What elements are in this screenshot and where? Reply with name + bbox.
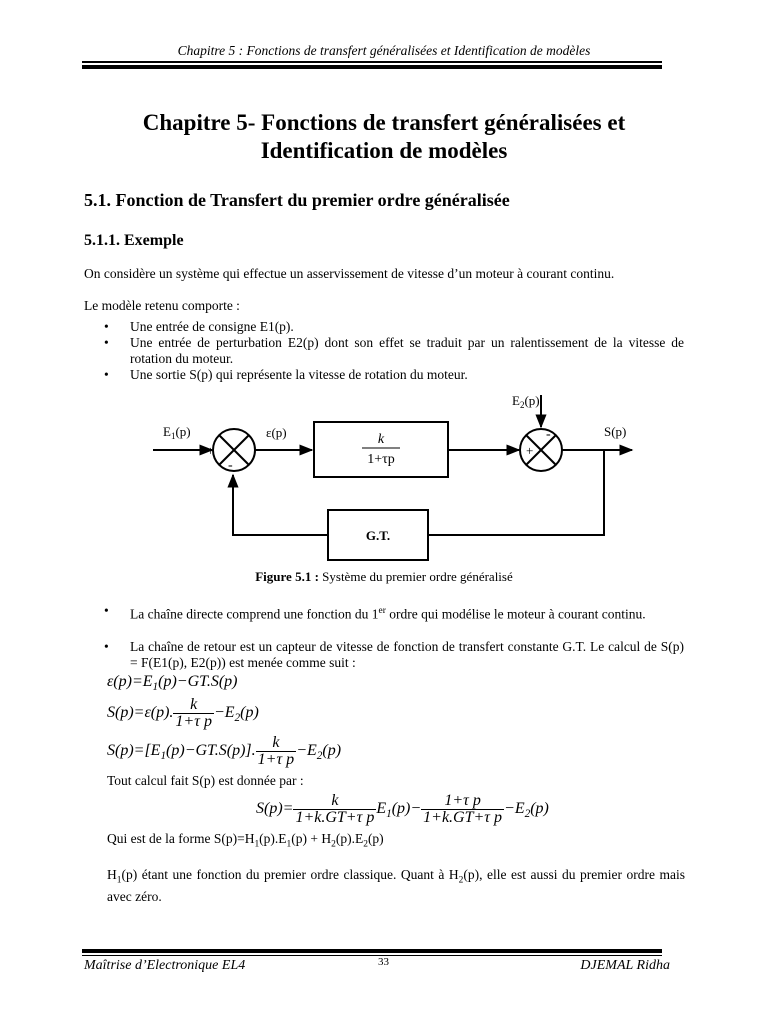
section-heading: 5.1. Fonction de Transfert du premier ordre généralisée <box>84 190 510 210</box>
bullet-dot: • <box>104 335 109 350</box>
bullet-item: La chaîne de retour est un capteur de vitesse de fonction de transfert constante G.T. Le calcul de S(p) = F(E1(p), E2(p)) est menée comme suit : <box>130 639 684 670</box>
feedback-line-out <box>428 450 604 535</box>
fraction <box>173 697 214 730</box>
footer-right: DJEMAL Ridha <box>580 958 670 973</box>
fraction-denominator: 1+k.GT+τ p <box>295 809 375 826</box>
header-rule-thin <box>82 61 662 63</box>
equation-final: S(p)= $\frac{k}{\text{1+k.GT+τ p}}$ $E_1(p)-$ $\frac{\text{1+τ p}}{\text{1+k.GT+τ p}}$ $-E_2(p)$ <box>256 792 549 826</box>
eq2-lhs: S(p)=ε(p). <box>107 704 174 722</box>
equation-error: $\varepsilon(p)=E_1(p)-GT.S(p)$ <box>107 673 238 694</box>
result-intro: Tout calcul fait S(p) est donnée par : <box>107 773 304 788</box>
figure-caption-text: Système du premier ordre généralisé <box>318 569 513 584</box>
bullet-dot: • <box>104 367 109 382</box>
subsection-heading: 5.1.1. Exemple <box>84 232 184 249</box>
fraction-numerator: 1+τ p <box>421 793 504 810</box>
fraction-numerator: k <box>293 793 376 810</box>
model-intro: Le modèle retenu comporte : <box>84 298 240 313</box>
fraction-numerator: k <box>173 697 214 714</box>
chapter-title <box>84 109 684 165</box>
forward-block <box>314 422 448 477</box>
form-statement: Qui est de la forme $S(p)=H_1(p).E_1(p) + H_2(p).E_2(p)$ <box>107 831 384 850</box>
page-number: 33 <box>378 956 389 968</box>
output-label: S(p) <box>604 424 627 439</box>
input-label: $E_1(p)$ <box>163 424 191 441</box>
chapter-title-line2: Identification de modèles <box>260 138 508 163</box>
footer-rule-thick <box>82 949 662 953</box>
header-rule-thick <box>82 65 662 69</box>
bullet-item: La chaîne directe comprend une fonction du 1er ordre qui modélise le moteur à courant continu. <box>130 606 646 622</box>
forward-denominator: 1+τp <box>367 452 395 467</box>
fraction-denominator: 1+τ p <box>257 751 295 768</box>
sum2-plus-sign: + <box>526 443 534 458</box>
feedback-label: G.T. <box>365 528 391 543</box>
feedback-line-in <box>233 475 328 535</box>
fraction-denominator: 1+τ p <box>175 713 212 730</box>
sum1-plus-sign: + <box>207 443 215 458</box>
equation-output-1: S(p)=ε(p). $\frac{k}{\text{1+τ p}}$ $-E_2(p)$ <box>107 696 259 730</box>
fraction-numerator: k <box>256 735 297 752</box>
bullet-dot: • <box>104 319 109 334</box>
bullet-item: Une entrée de consigne E1(p). <box>130 319 294 334</box>
bullet-item: Une entrée de perturbation E2(p) dont son effet se traduit par un ralentissement de la vitesse de rotation du moteur. <box>130 335 684 366</box>
fraction-final-2 <box>421 793 504 826</box>
intro-paragraph: On considère un système qui effectue un asservissement de vitesse d’un moteur à courant continu. <box>84 266 615 281</box>
block-diagram <box>0 385 768 585</box>
figure-label: Figure 5.1 : <box>255 569 319 584</box>
fraction-denominator: 1+k.GT+τ p <box>423 809 503 826</box>
forward-numerator: k <box>377 432 385 447</box>
sum2-minus-sign: - <box>546 427 551 442</box>
error-label: ε(p) <box>266 425 287 440</box>
equation-output-2: $S(p)=[E_1(p)-GT.S(p)]$. $\frac{k}{\text{1+τ p}}$ $-E_2(p)$ <box>107 734 342 768</box>
conclusion-paragraph: $H_1(p)$ étant une fonction du premier ordre classique. Quant à $H_2(p)$, elle est aussi du premier ordre mais avec zéro. <box>107 867 685 904</box>
disturbance-label: $E_2(p)$ <box>512 393 540 410</box>
running-header: Chapitre 5 : Fonctions de transfert généralisées et Identification de modèles <box>177 43 591 58</box>
footer-rule-thin <box>82 955 662 956</box>
footer-left: Maîtrise d’Electronique EL4 <box>84 958 246 973</box>
chapter-title-line1: Chapitre 5- Fonctions de transfert généralisées et <box>142 110 626 135</box>
fraction-final-1 <box>293 793 376 826</box>
bullet-dot: • <box>104 603 109 618</box>
sum1-minus-sign: - <box>228 458 233 473</box>
final-lhs: S(p)= <box>256 800 294 818</box>
figure-caption <box>0 569 768 585</box>
bullet-dot: • <box>104 639 109 654</box>
fraction <box>256 735 297 768</box>
bullet-item: Une sortie S(p) qui représente la vitesse de rotation du moteur. <box>130 367 468 382</box>
